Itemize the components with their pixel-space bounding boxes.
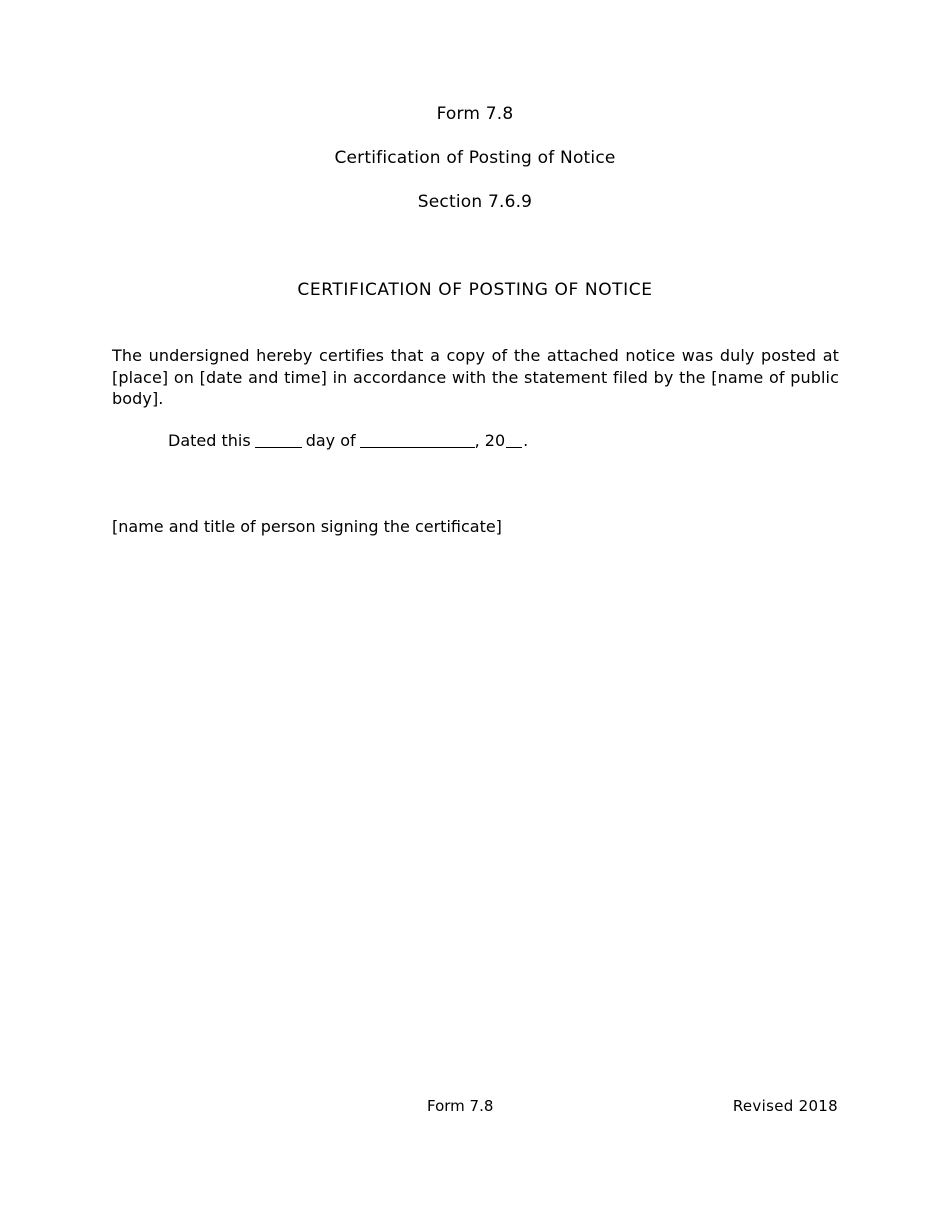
- month-blank: [360, 431, 475, 448]
- dated-line: [168, 431, 528, 450]
- footer-form-number: Form 7.8: [427, 1097, 494, 1115]
- signer-placeholder: [name and title of person signing the certificate]: [112, 517, 502, 536]
- year-blank: [506, 431, 522, 448]
- day-blank: [255, 431, 302, 448]
- dated-suffix: .: [523, 431, 529, 450]
- footer-revised: Revised 2018: [732, 1097, 838, 1115]
- certification-paragraph: The undersigned hereby certifies that a copy of the attached notice was duly posted at [place] on [date and time] in accordance with the statement filed by the [name of public body].: [112, 346, 839, 408]
- dated-year-prefix: , 20: [474, 431, 506, 450]
- form-number: Form 7.8: [436, 104, 514, 124]
- dated-prefix: Dated this: [168, 431, 251, 450]
- document-heading: CERTIFICATION OF POSTING OF NOTICE: [297, 280, 653, 300]
- form-name: Certification of Posting of Notice: [334, 148, 616, 168]
- section-reference: Section 7.6.9: [417, 192, 533, 212]
- dated-middle: day of: [305, 431, 356, 450]
